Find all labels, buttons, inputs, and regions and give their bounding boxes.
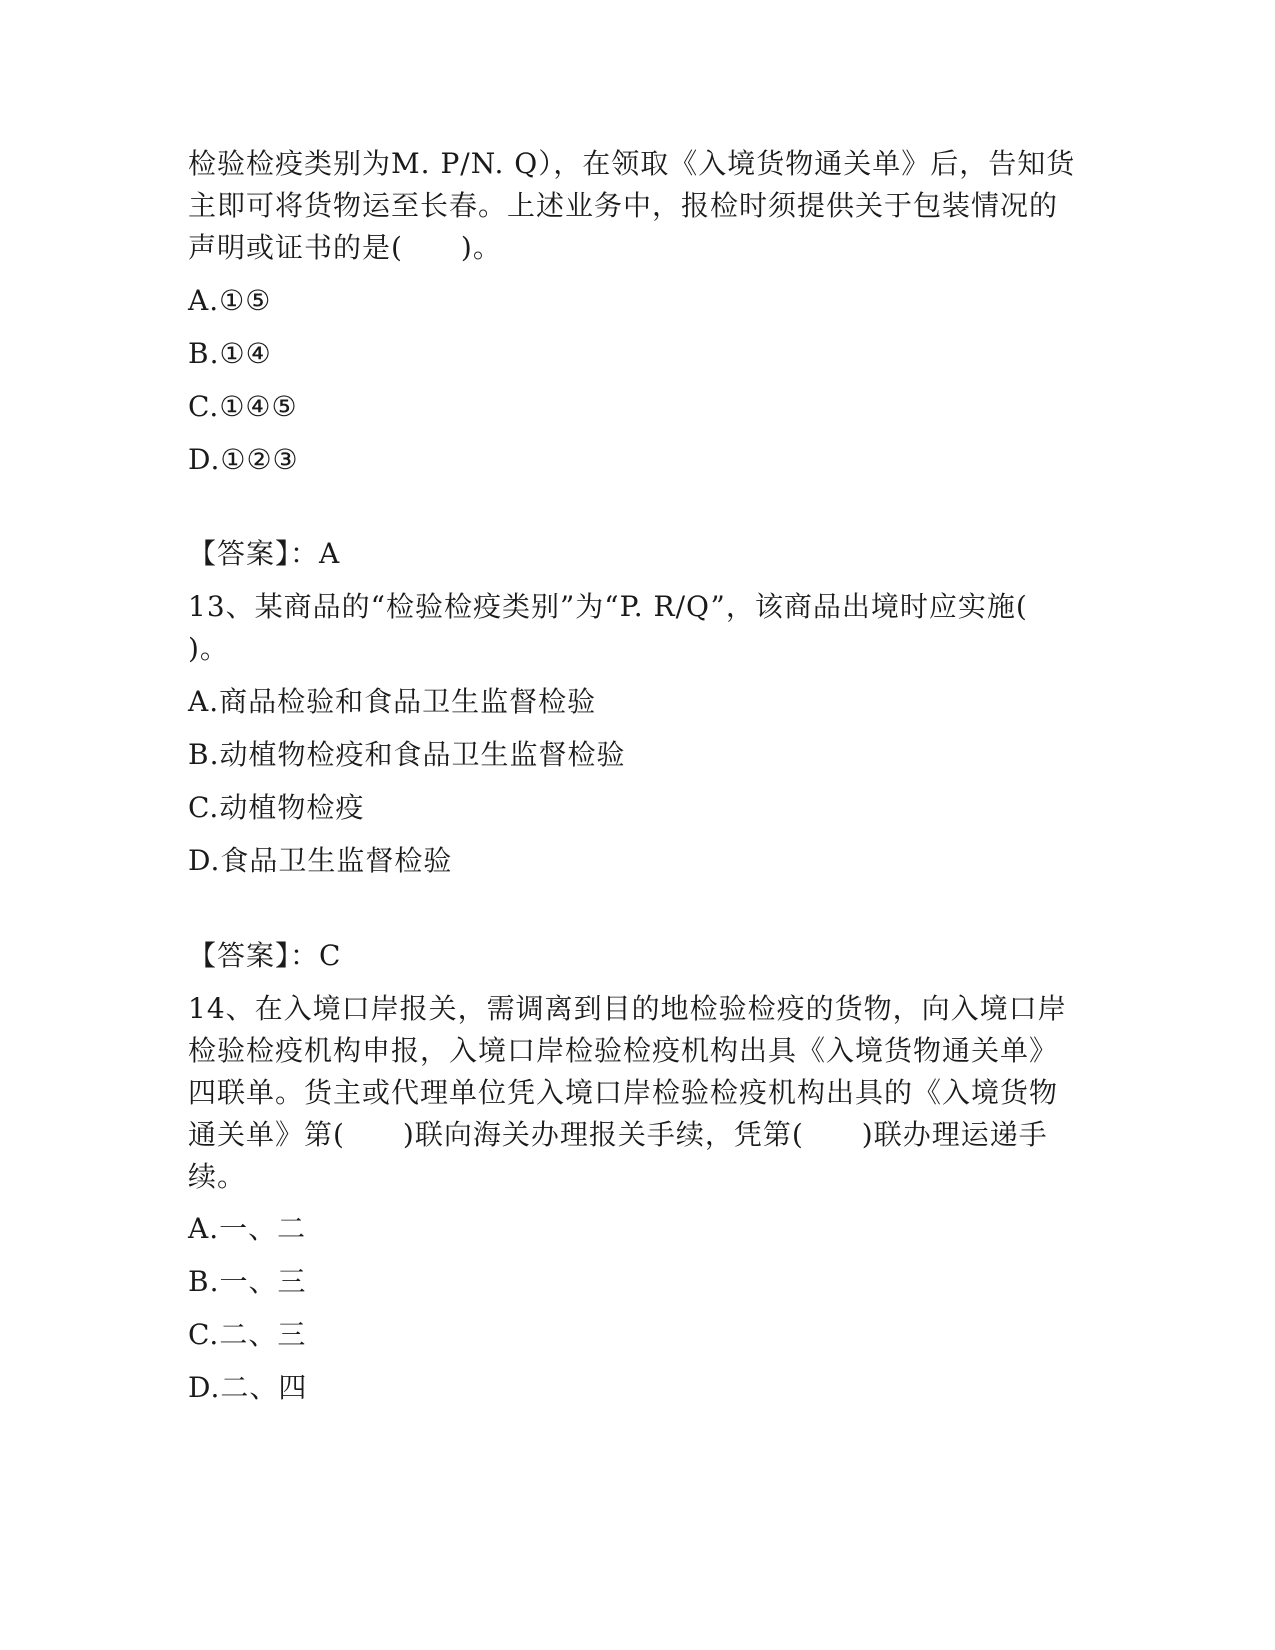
q12-stem-line-1: 检验检疫类别为M. P/N. Q），在领取《入境货物通关单》后，告知货	[188, 147, 1076, 180]
q14-stem-line-3: 四联单。货主或代理单位凭入境口岸检验检疫机构出具的《入境货物	[188, 1076, 1059, 1109]
q14-stem-line-1: 14、在入境口岸报关，需调离到目的地检验检疫的货物，向入境口岸	[188, 992, 1067, 1025]
q14-option-c: C.二、三	[188, 1318, 307, 1351]
q14-option-d: D.二、四	[188, 1371, 308, 1404]
q13-stem-line-2: )。	[188, 632, 229, 665]
q12-option-a: A.①⑤	[188, 284, 272, 317]
q14-stem-line-5: 续。	[188, 1160, 247, 1193]
q12-stem-line-2: 主即可将货物运至长春。上述业务中，报检时须提供关于包装情况的	[188, 189, 1059, 222]
q14-option-a: A.一、二	[188, 1212, 307, 1245]
q13-option-c: C.动植物检疫	[188, 791, 365, 824]
q13-option-b: B.动植物检疫和食品卫生监督检验	[188, 738, 626, 771]
q12-answer: 【答案】：A	[188, 537, 341, 570]
q12-option-b: B.①④	[188, 337, 272, 370]
q12-option-d: D.①②③	[188, 443, 299, 476]
q13-stem-line-1: 13、某商品的“检验检疫类别”为“P. R/Q”，该商品出境时应实施(	[188, 590, 1028, 623]
q14-stem-line-2: 检验检疫机构申报，入境口岸检验检疫机构出具《入境货物通关单》	[188, 1034, 1059, 1067]
q14-stem-line-4: 通关单》第( )联向海关办理报关手续，凭第( )联办理运递手	[188, 1118, 1048, 1151]
q14-option-b: B.一、三	[188, 1265, 307, 1298]
q13-answer: 【答案】：C	[188, 939, 342, 972]
q13-option-d: D.食品卫生监督检验	[188, 844, 453, 877]
q12-option-c: C.①④⑤	[188, 390, 298, 423]
q13-option-a: A.商品检验和食品卫生监督检验	[188, 685, 597, 718]
q12-stem-line-3: 声明或证书的是( )。	[188, 231, 502, 264]
